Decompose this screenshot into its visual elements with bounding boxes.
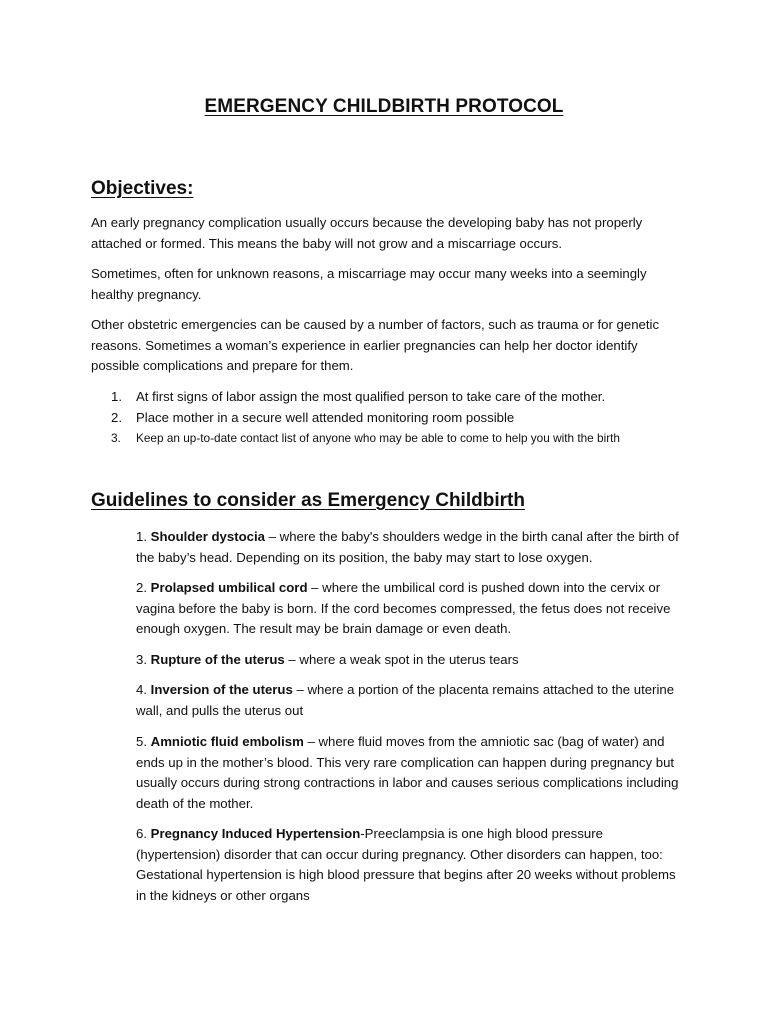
- guideline-separator: –: [303, 734, 319, 749]
- guideline-item: [136, 578, 681, 640]
- list-item: [111, 386, 711, 407]
- list-item-text: Keep an up-to-date contact list of anyone who may be able to come to help you with the birth: [136, 431, 620, 445]
- guideline-item: [136, 680, 681, 721]
- list-item-number: 1.: [111, 389, 122, 404]
- list-item-number: 3.: [111, 431, 121, 445]
- objectives-paragraph-2: Sometimes, often for unknown reasons, a miscarriage may occur many weeks into a seemingly healthy pregnancy.: [91, 266, 647, 302]
- objectives-heading: Objectives:: [91, 178, 194, 199]
- guideline-term: Rupture of the uterus: [150, 652, 285, 667]
- guideline-term: Prolapsed umbilical cord: [150, 580, 308, 595]
- guideline-separator: –: [292, 682, 308, 697]
- list-item-number: 2.: [111, 410, 122, 425]
- guideline-item: [136, 732, 681, 814]
- guideline-term: Amniotic fluid embolism: [150, 734, 304, 749]
- guideline-description: Preeclampsia is one high blood pressure (hypertension) disorder that can occur during pregnancy. Other disorders can happen, too: Gestational hypertension is high blood pressure that begins after 20 weeks without problems in the kidneys or other organs: [136, 826, 676, 903]
- guideline-term: Pregnancy Induced Hypertension: [150, 826, 361, 841]
- objectives-paragraph-1: An early pregnancy complication usually occurs because the developing baby has not properly attached or formed. This means the baby will not grow and a miscarriage occurs.: [91, 215, 643, 251]
- guideline-separator: –: [284, 652, 300, 667]
- list-item: [111, 428, 711, 449]
- guidelines-heading: Guidelines to consider as Emergency Childbirth: [91, 490, 525, 511]
- list-item: [111, 407, 711, 428]
- guideline-term: Shoulder dystocia: [150, 529, 265, 544]
- objectives-paragraph-3: Other obstetric emergencies can be caused by a number of factors, such as trauma or for genetic reasons. Sometimes a woman’s experience in earlier pregnancies can help her doctor identify possible complications and prepare for them.: [91, 317, 660, 373]
- guideline-description: where fluid moves from the amniotic sac (bag of water) and ends up in the mother’s blood. This very rare complication can happen during pregnancy but usually occurs during strong contractions in labor and causes serious complications including death of the mother.: [136, 734, 679, 811]
- guideline-item: [136, 824, 681, 906]
- guideline-separator: -: [360, 826, 365, 841]
- guideline-number: 2.: [136, 580, 147, 595]
- guideline-number: 4.: [136, 682, 147, 697]
- guideline-number: 6.: [136, 826, 147, 841]
- guideline-item: [136, 650, 681, 671]
- guideline-separator: –: [265, 529, 280, 544]
- guideline-description: where the umbilical cord is pushed down into the cervix or vagina before the baby is born. If the cord becomes compressed, the fetus does not receive enough oxygen. The result may be brain damage or even death.: [136, 580, 671, 636]
- guideline-item: [136, 527, 681, 568]
- guideline-description: where a portion of the placenta remains attached to the uterine wall, and pulls the uterus out: [136, 682, 675, 718]
- guideline-description: where a weak spot in the uterus tears: [299, 652, 519, 667]
- guideline-number: 3.: [136, 652, 147, 667]
- guideline-number: 5.: [136, 734, 147, 749]
- guideline-number: 1.: [136, 529, 147, 544]
- document-title: EMERGENCY CHILDBIRTH PROTOCOL: [204, 96, 564, 117]
- guideline-separator: –: [307, 580, 323, 595]
- list-item-text: At first signs of labor assign the most qualified person to take care of the mother.: [136, 389, 606, 404]
- objectives-step-list: [111, 386, 711, 449]
- list-item-text: Place mother in a secure well attended monitoring room possible: [136, 410, 515, 425]
- guideline-term: Inversion of the uterus: [150, 682, 293, 697]
- guideline-description: where the baby's shoulders wedge in the birth canal after the birth of the baby’s head. Depending on its position, the baby may start to lose oxygen.: [136, 529, 679, 565]
